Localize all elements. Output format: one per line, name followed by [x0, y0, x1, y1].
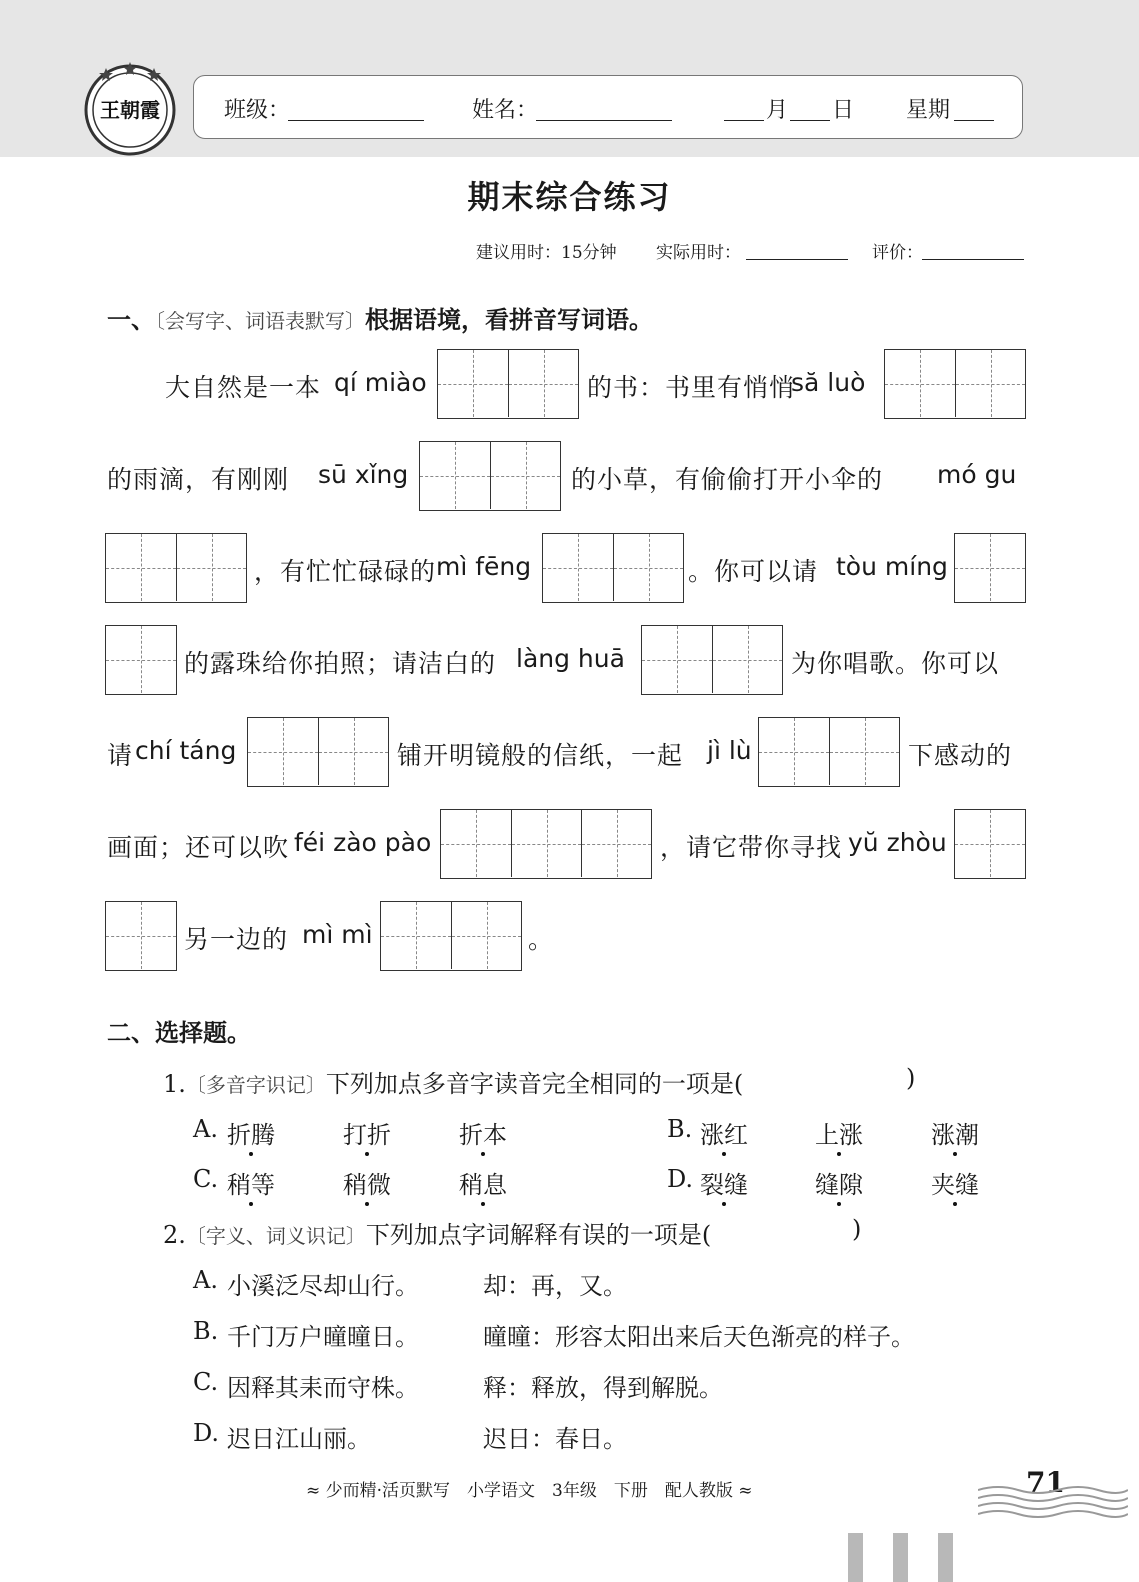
pinyin-mimi: mì mì — [302, 920, 373, 949]
q1-option-b-label[interactable]: B. — [667, 1115, 693, 1143]
q1-b-word2: 上涨 — [815, 1115, 863, 1150]
text-line6-a: 画面；还可以吹 — [107, 833, 290, 862]
answer-grid-mimi[interactable] — [380, 901, 522, 971]
q1-b-word3: 涨潮 — [931, 1115, 979, 1150]
text-line2-b: 的小草，有偷偷打开小伞的 — [571, 465, 884, 494]
q2-option-b-sentence: 千门万户曈曈日。 — [227, 1323, 419, 1351]
page-tab-marker-1 — [848, 1533, 863, 1582]
text-line3-a: ，有忙忙碌碌的 — [254, 557, 437, 586]
name-label: 姓名： — [472, 98, 539, 123]
pinyin-langhua: làng huā — [516, 644, 625, 673]
footer-book-info: ≈ 少而精·活页默写 小学语文 3年级 下册 配人教版 ≈ — [306, 1481, 753, 1501]
evaluation-label: 评价： — [872, 243, 923, 263]
text-line1-a: 大自然是一本 — [165, 373, 322, 402]
month-label: 月 — [766, 98, 789, 123]
q1-a-word1: 折腾 — [227, 1115, 275, 1150]
answer-grid-langhua[interactable] — [641, 625, 783, 695]
answer-grid-chitang[interactable] — [247, 717, 389, 787]
pinyin-yuzhou: yŭ zhòu — [848, 828, 947, 857]
footer-wave-decoration — [978, 1482, 1128, 1518]
pinyin-saluo: să luò — [791, 368, 866, 397]
q1-option-c-label[interactable]: C. — [193, 1165, 219, 1193]
section1-heading: 一、〔会写字、词语表默写〕根据语境，看拼音写词语。 — [107, 306, 653, 334]
text-line5-b: 铺开明镜般的信纸，一起 — [397, 741, 684, 770]
week-field[interactable] — [954, 120, 994, 121]
pinyin-chitang: chí táng — [135, 736, 237, 765]
answer-grid-touming-2[interactable] — [105, 625, 177, 695]
answer-grid-saluo[interactable] — [884, 349, 1026, 419]
answer-grid-jilu[interactable] — [758, 717, 900, 787]
class-field[interactable] — [288, 120, 424, 121]
q2-option-b-explain: 曈曈：形容太阳出来后天色渐亮的样子。 — [483, 1323, 915, 1351]
q2-option-c-label[interactable]: C. — [193, 1368, 219, 1396]
q2-option-d-label[interactable]: D. — [193, 1419, 220, 1447]
month-field[interactable] — [724, 120, 764, 121]
q2-tag: 〔字义、词义识记〕 — [185, 1224, 366, 1248]
answer-grid-qimiao[interactable] — [437, 349, 579, 419]
answer-grid-suxing[interactable] — [419, 441, 561, 511]
text-line4-b: 为你唱歌。你可以 — [791, 649, 1000, 678]
q1-c-word1: 稍等 — [227, 1165, 275, 1200]
q1-c-word3: 稍息 — [459, 1165, 507, 1200]
pinyin-jilu: jì lù — [707, 736, 752, 765]
text-line4-a: 的露珠给你拍照；请洁白的 — [184, 649, 497, 678]
page-number: 71 — [1026, 1466, 1065, 1499]
day-label: 日 — [832, 98, 855, 123]
text-line2-a: 的雨滴，有刚刚 — [107, 465, 290, 494]
question-1: 1.〔多音字识记〕下列加点多音字读音完全相同的一项是( — [163, 1070, 744, 1098]
q1-b-word1: 涨红 — [700, 1115, 748, 1150]
pinyin-mogu: mó gu — [937, 460, 1017, 489]
section1-tag: 〔会写字、词语表默写〕 — [155, 309, 365, 333]
q2-option-b-label[interactable]: B. — [193, 1317, 219, 1345]
pinyin-mifeng: mì fēng — [436, 552, 532, 581]
text-line5-c: 下感动的 — [908, 741, 1013, 770]
q2-answer-close: ) — [852, 1215, 862, 1243]
page-tab-marker-3 — [938, 1533, 953, 1582]
q1-a-word2: 打折 — [343, 1115, 391, 1150]
question-2: 2.〔字义、词义识记〕下列加点字词解释有误的一项是( — [163, 1221, 712, 1249]
q2-option-c-explain: 释：释放，得到解脱。 — [483, 1374, 723, 1402]
q1-answer-close: ) — [906, 1064, 916, 1092]
answer-grid-yuzhou-2[interactable] — [105, 901, 177, 971]
q1-a-word3: 折本 — [459, 1115, 507, 1150]
page-title: 期末综合练习 — [467, 178, 672, 216]
text-line7-a: 另一边的 — [184, 925, 289, 954]
answer-grid-yuzhou-1[interactable] — [954, 809, 1026, 879]
q2-option-a-explain: 却：再，又。 — [483, 1272, 627, 1300]
text-line5-a: 请 — [107, 741, 134, 770]
answer-grid-mogu[interactable] — [105, 533, 247, 603]
section2-heading: 二、选择题。 — [107, 1019, 251, 1047]
answer-grid-mifeng[interactable] — [542, 533, 684, 603]
class-label: 班级： — [224, 98, 291, 123]
text-line7-b: 。 — [528, 925, 555, 954]
q1-option-d-label[interactable]: D. — [667, 1165, 694, 1193]
pinyin-feizaopao: féi zào pào — [294, 828, 432, 857]
q1-d-word3: 夹缝 — [931, 1165, 979, 1200]
q1-tag: 〔多音字识记〕 — [185, 1073, 326, 1097]
section1-instruction: 根据语境，看拼音写词语。 — [365, 306, 653, 334]
evaluation-field[interactable] — [922, 259, 1024, 260]
q2-option-c-sentence: 因释其耒而守株。 — [227, 1374, 419, 1402]
actual-time-field[interactable] — [746, 259, 848, 260]
q2-option-d-sentence: 迟日江山丽。 — [227, 1425, 371, 1453]
q2-option-a-label[interactable]: A. — [193, 1266, 218, 1294]
q1-option-a-label[interactable]: A. — [193, 1115, 218, 1143]
week-label: 星期 — [906, 98, 951, 123]
q1-c-word2: 稍微 — [343, 1165, 391, 1200]
pinyin-touming: tòu míng — [836, 552, 948, 581]
brand-logo — [82, 60, 178, 156]
q1-answer-blank[interactable] — [838, 1064, 904, 1094]
name-field[interactable] — [536, 120, 672, 121]
pinyin-qimiao: qí miào — [334, 368, 427, 397]
q2-answer-blank[interactable] — [786, 1215, 850, 1245]
text-line6-b: ，请它带你寻找 — [660, 833, 843, 862]
text-line1-b: 的书：书里有悄悄 — [587, 373, 796, 402]
q2-option-a-sentence: 小溪泛尽却山行。 — [227, 1272, 419, 1300]
suggested-time: 建议用时：15分钟 — [476, 243, 617, 263]
answer-grid-feizaopao[interactable] — [440, 809, 652, 879]
answer-grid-touming-1[interactable] — [954, 533, 1026, 603]
q2-option-d-explain: 迟日：春日。 — [483, 1425, 627, 1453]
actual-time-label: 实际用时： — [656, 243, 741, 263]
q1-d-word2: 缝隙 — [815, 1165, 863, 1200]
day-field[interactable] — [790, 120, 830, 121]
pinyin-suxing: sū xǐng — [318, 460, 409, 489]
text-line3-b: 。你可以请 — [688, 557, 819, 586]
student-info-box — [193, 75, 1023, 139]
logo-text: 王朝霞 — [100, 98, 160, 122]
page-tab-marker-2 — [893, 1533, 908, 1582]
q1-d-word1: 裂缝 — [700, 1165, 748, 1200]
